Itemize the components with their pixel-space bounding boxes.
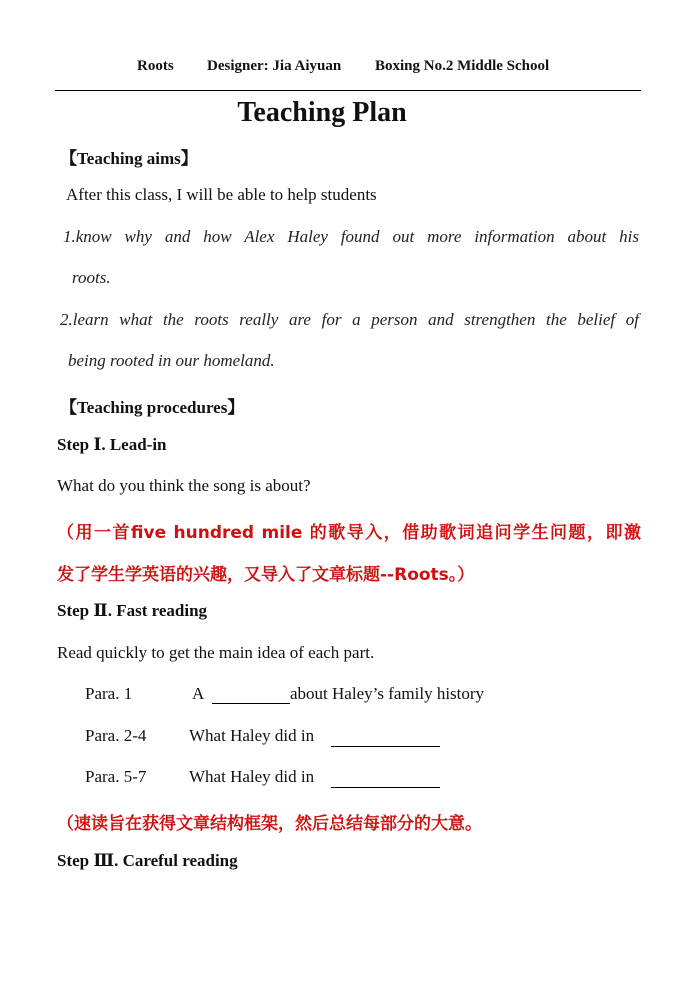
aim-item-2-line-1: 2.learn what the roots really are for a person and strengthen the belief of [60,310,639,329]
answer-blank[interactable] [331,728,440,747]
header-designer: Designer: Jia Aiyuan [207,58,342,74]
para-row-label: Para. 2-4 [85,726,147,745]
step-2-note: （速读旨在获得文章结构框架，然后总结每部分的大意。 [57,814,482,834]
step-1-note-line-1: （用一首five hundred mile 的歌导入，借助歌词追问学生问题，即激 [57,523,641,543]
header-divider [55,90,641,91]
step-1-question: What do you think the song is about? [57,476,311,495]
para-row-suffix: about Haley’s family history [290,684,485,703]
aims-heading: 【Teaching aims】 [60,149,198,168]
aim-item-1-line-1: 1.know why and how Alex Haley found out more information about his [63,227,639,246]
header-title: Roots [137,58,174,74]
aim-item-2-line-2: being rooted in our homeland. [68,351,275,370]
step-1-note-line-2: 发了学生学英语的兴趣，又导入了文章标题--Roots。） [57,565,475,585]
procedures-heading: 【Teaching procedures】 [60,398,245,417]
page-title: Teaching Plan [237,97,407,128]
para-row-prefix: What Haley did in [189,726,315,745]
para-row-label: Para. 5-7 [85,767,147,786]
step-3-title: Step Ⅲ. Careful reading [57,851,238,870]
step-2-title: Step Ⅱ. Fast reading [57,601,208,620]
aims-intro: After this class, I will be able to help students [66,185,377,204]
para-row-label: Para. 1 [85,684,133,703]
para-row-prefix: What Haley did in [189,767,315,786]
answer-blank[interactable] [331,769,440,788]
para-row-prefix: A [192,684,205,703]
aim-item-1-line-2: roots. [72,268,111,287]
answer-blank[interactable] [212,686,290,704]
header-school: Boxing No.2 Middle School [375,58,550,74]
step-1-title: Step Ⅰ. Lead-in [57,435,167,454]
step-2-instruction: Read quickly to get the main idea of each part. [57,643,375,662]
